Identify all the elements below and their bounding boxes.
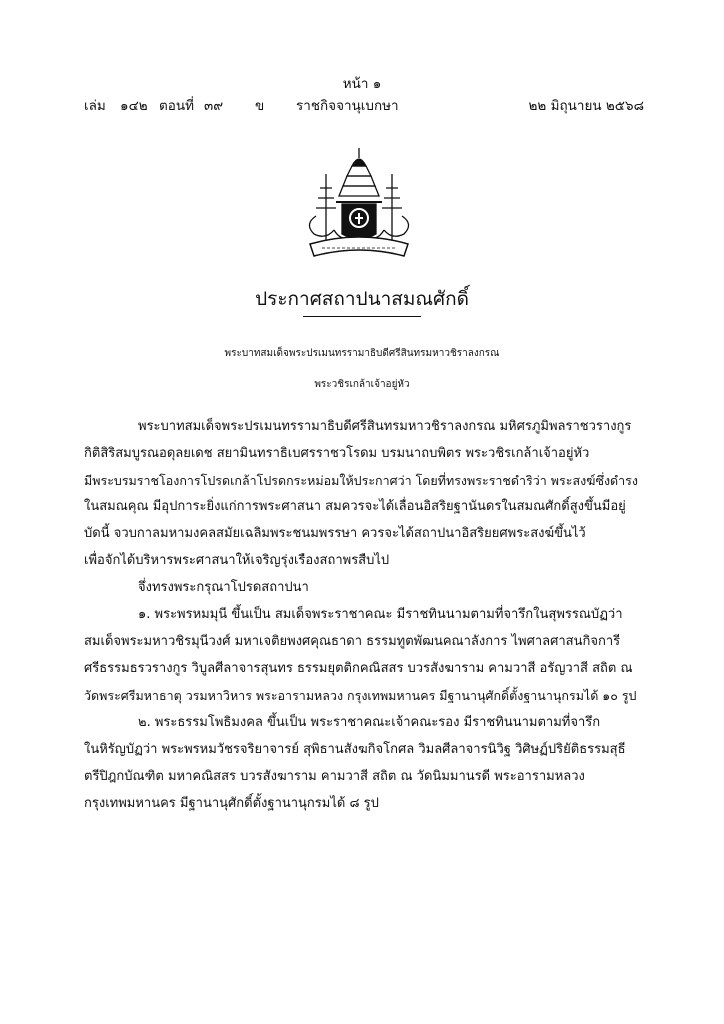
body-line: ๒. พระธรรมโพธิมงคล ขึ้นเป็น พระราชาคณะเจ้าคณะรอง มีราชทินนามตามที่จารึก xyxy=(138,715,601,730)
body-line: ศรีธรรมธรวรางกูร วิบูลศีลาจารสุนทร ธรรมยุตติกคณิสสร บวรสังฆาราม คามวาสี อรัญวาสี สถิต ณ xyxy=(84,661,633,676)
section-number: ๓๙ xyxy=(204,98,224,114)
volume-label: เล่ม xyxy=(84,98,106,114)
page-number: หน้า ๑ xyxy=(342,76,382,92)
royal-name-line-1: พระบาทสมเด็จพระปรเมนทรรามาธิบดีศรีสินทรมหาวชิราลงกรณ xyxy=(224,348,500,359)
body-line: สมเด็จพระมหาวชิรมุนีวงศ์ มหาเจติยพงศคุณธาดา ธรรมทูตพัฒนคณาลังการ ไพศาลศาสนกิจการี xyxy=(84,634,621,649)
publication-name: ราชกิจจานุเบกษา xyxy=(296,98,399,114)
publication-date: ๒๒ มิถุนายน ๒๕๖๘ xyxy=(528,98,644,114)
body-line: เพื่อจักได้บริหารพระศาสนาให้เจริญรุ่งเรืองสถาพรสืบไป xyxy=(84,553,390,568)
body-line: กรุงเทพมหานคร มีฐานานุศักดิ์ตั้งฐานานุกรมได้ ๘ รูป xyxy=(84,796,379,811)
body-line: มีพระบรมราชโองการโปรดเกล้าโปรดกระหม่อมให้ประกาศว่า โดยที่ทรงพระราชดำริว่า พระสงฆ์ซึ่งดำรง xyxy=(84,473,638,488)
volume-number: ๑๔๒ xyxy=(120,98,148,114)
section-label: ตอนที่ xyxy=(159,98,195,114)
announcement-title: ประกาศสถาปนาสมณศักดิ์ xyxy=(255,288,469,310)
body-line: ในสมณคุณ มีอุปการะยิ่งแก่การพระศาสนา สมควรจะได้เลื่อนอิสริยฐานันดรในสมณศักดิ์สูงขึ้นมีอยู่ xyxy=(84,499,626,514)
body-line: บัดนี้ จวบกาลมหามงคลสมัยเฉลิมพระชนมพรรษา ควรจะได้สถาปนาอิสริยยศพระสงฆ์ขึ้นไว้ xyxy=(84,526,586,541)
royal-name-line-2: พระวชิรเกล้าเจ้าอยู่หัว xyxy=(314,379,410,390)
body-line: ตรีปิฎกบัณฑิต มหาคณิสสร บวรสังฆาราม คามวาสี สถิต ณ วัดนิมมานรดี พระอารามหลวง xyxy=(84,769,585,784)
body-line: กิติสิริสมบูรณอดุลยเดช สยามินทราธิเบศรราชวโรดม บรมนาถบพิตร พระวชิรเกล้าเจ้าอยู่หัว xyxy=(84,446,590,461)
body-line: ในหิรัญบัฏว่า พระพรหมวัชรจริยาจารย์ สุพิธานสังฆกิจโกศล วิมลศีลาจารนิวิฐ วิศิษฏ์ปริยัติธรรมสุธี xyxy=(84,742,626,757)
body-line: ๑. พระพรหมมุนี ขึ้นเป็น สมเด็จพระราชาคณะ มีราชทินนามตามที่จารึกในสุพรรณบัฏว่า xyxy=(138,607,623,622)
title-divider xyxy=(303,316,421,317)
body-line: พระบาทสมเด็จพระปรเมนทรรามาธิบดีศรีสินทรมหาวชิราลงกรณ มหิศรภูมิพลราชวรางกูร xyxy=(138,419,632,434)
section-type: ข xyxy=(255,98,265,114)
royal-cypher-emblem-icon xyxy=(296,144,422,270)
body-line: วัดพระศรีมหาธาตุ วรมหาวิหาร พระอารามหลวง กรุงเทพมหานคร มีฐานานุศักดิ์ตั้งฐานานุกรมได้ ๑๐ รูป xyxy=(84,688,637,703)
body-line: จึ่งทรงพระกรุณาโปรดสถาปนา xyxy=(138,580,309,595)
